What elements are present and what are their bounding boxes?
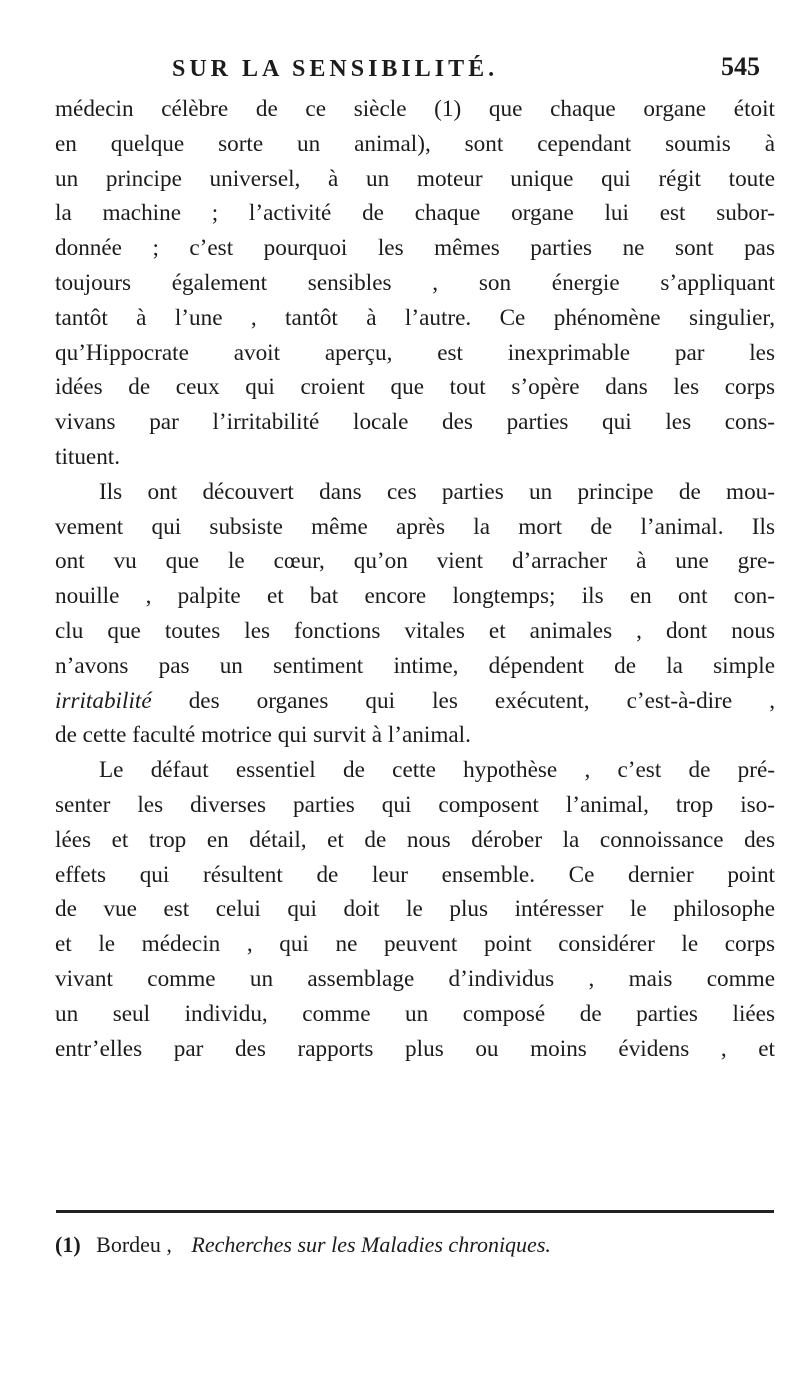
italic-term: irritabilité — [55, 687, 152, 714]
text-line: médecin célèbre de ce siècle (1) que chaque organe étoit — [55, 96, 775, 122]
text-line: vivans par l’irritabilité locale des parties qui les cons- — [55, 409, 775, 436]
text-line: ont vu que le cœur, qu’on vient d’arracher à une gre- — [55, 548, 775, 575]
footnote — [55, 1232, 775, 1258]
text-line: idées de ceux qui croient que tout s’opère dans les corps — [55, 374, 775, 401]
body-text — [55, 92, 775, 1066]
text-line: toujours également sensibles , son énergie s’appliquant — [55, 269, 775, 296]
text-line: en quelque sorte un animal), sont cependant soumis à — [55, 130, 775, 157]
text-line-with-italic — [55, 684, 775, 719]
text-line: lées et trop en détail, et de nous dérober la connoissance des — [55, 826, 775, 853]
text-line-rest: des organes qui les exécutent, c’est-à-dire , — [188, 687, 775, 714]
text-line: Le défaut essentiel de cette hypothèse , c’est de pré- — [99, 757, 775, 784]
text-line: nouille , palpite et bat encore longtemps; ils en ont con- — [55, 583, 775, 610]
footnote-author: Bordeu , — [96, 1232, 172, 1257]
running-title: SUR LA SENSIBILITÉ. — [172, 56, 499, 82]
text-line: tantôt à l’une , tantôt à l’autre. Ce phénomène singulier, — [55, 304, 775, 331]
text-line: vivant comme un assemblage d’individus , mais comme — [55, 965, 775, 992]
text-line: vement qui subsiste même après la mort de l’animal. Ils — [55, 513, 775, 540]
text-line: un seul individu, comme un composé de parties liées — [55, 1000, 775, 1027]
text-line: qu’Hippocrate avoit aperçu, est inexprimable par les — [55, 339, 775, 366]
text-line: n’avons pas un sentiment intime, dépendent de la simple — [55, 652, 775, 679]
text-line: senter les diverses parties qui composent l’animal, trop iso- — [55, 791, 775, 818]
text-line: donnée ; c’est pourquoi les mêmes parties ne sont pas — [55, 235, 775, 262]
footnote-marker: (1) — [55, 1232, 81, 1257]
text-line: tituent. — [55, 443, 121, 470]
text-line: la machine ; l’activité de chaque organe lui est subor- — [55, 200, 775, 227]
text-line: clu que toutes les fonctions vitales et animales , dont nous — [55, 617, 775, 644]
text-line: de vue est celui qui doit le plus intéresser le philosophe — [55, 896, 775, 923]
text-line: Ils ont découvert dans ces parties un principe de mou- — [99, 478, 775, 505]
text-line: effets qui résultent de leur ensemble. Ce dernier point — [55, 861, 775, 888]
page-number: 545 — [721, 52, 760, 81]
text-line: un principe universel, à un moteur unique qui régit toute — [55, 165, 775, 192]
text-line: et le médecin , qui ne peuvent point considérer le corps — [55, 931, 775, 958]
text-line: entr’elles par des rapports plus ou moins évidens , et — [55, 1035, 775, 1062]
footnote-title: Recherches sur les Maladies chroniques. — [191, 1232, 551, 1257]
footnote-divider — [56, 1210, 774, 1213]
text-line: de cette faculté motrice qui survit à l’animal. — [55, 722, 471, 749]
